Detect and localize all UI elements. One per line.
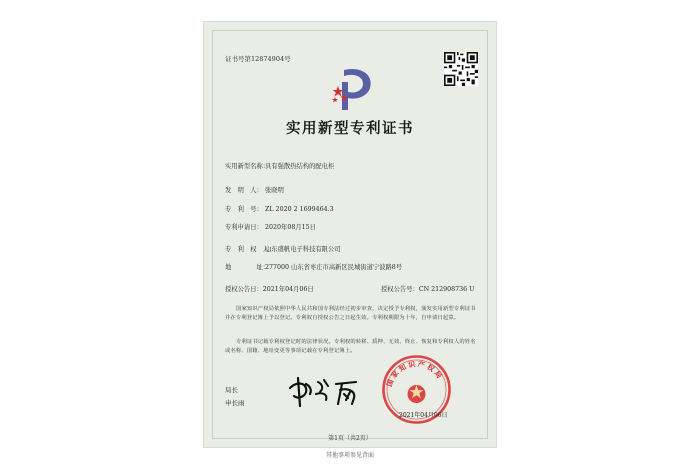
certificate-title: 实用新型专利证书: [286, 120, 414, 137]
certificate-paragraph-1: 国家知识产权局依照中华人民共和国专利法经过初步审查，决定授予专利权，颁发实用新型专利证书并在专利登记簿上予以登记。专利权自授权公告之日起生效。专利权期限为十年，自申请日起算。: [225, 306, 476, 321]
field-value: 具有强散热结构的配电柜: [265, 163, 335, 170]
patent-certificate: [204, 22, 496, 447]
signer-title: 局长: [225, 386, 238, 394]
grant-info-row: [225, 284, 475, 293]
field-label: 发 明 人：: [225, 187, 263, 194]
field-label: 专 利 号：: [225, 206, 263, 213]
field-address: [225, 262, 402, 271]
field-patent-number: [225, 204, 334, 213]
cnipa-logo-icon: [330, 64, 376, 112]
svg-text:国家知识产权局: 国家知识产权局: [385, 360, 445, 388]
field-patentee: [225, 244, 341, 253]
qr-code-icon: [444, 52, 478, 86]
field-label: 实用新型名称：: [225, 163, 270, 170]
field-value: 277000 山东省枣庄市高新区民城街道宁波路8号: [265, 264, 403, 271]
certificate-paragraph-2: 专利证书记载专利权登记时的法律状况。专利权的转移、质押、无效、终止、恢复和专利权人的姓名或名称、国籍、地址变更等事项记载在专利登记簿上。: [225, 339, 476, 354]
signer-block: [225, 384, 245, 410]
page-number: 第1页（共2页）: [328, 435, 372, 442]
grant-number-label: 授权公告号：: [381, 286, 419, 293]
field-value: ZL 2020 2 1699464.3: [265, 206, 334, 213]
field-label: 地 址：: [225, 264, 270, 271]
seal-date: 2021年04月06日: [399, 412, 448, 419]
grant-date: 2021年04月06日: [262, 286, 314, 293]
grant-date-label: 授权公告日：: [225, 286, 263, 293]
field-value: 山东盛帆电子科技有限公司: [265, 246, 341, 253]
field-inventor: [225, 185, 284, 194]
grant-number: CN 212908736 U: [418, 286, 475, 293]
certificate-number: 证书号第12874904号: [225, 55, 291, 63]
field-label: 专 利 权 人：: [225, 246, 276, 253]
handwritten-signature-icon: [286, 374, 366, 408]
signer-name: 申长雨: [225, 399, 245, 407]
field-label: 专利申请日：: [225, 224, 263, 231]
field-utility-name: [225, 161, 334, 170]
footer-note: 其他事项参见背面: [325, 452, 374, 459]
field-application-date: [225, 222, 316, 231]
field-value: 2020年08月15日: [265, 224, 316, 231]
field-value: 张晓明: [265, 187, 284, 194]
